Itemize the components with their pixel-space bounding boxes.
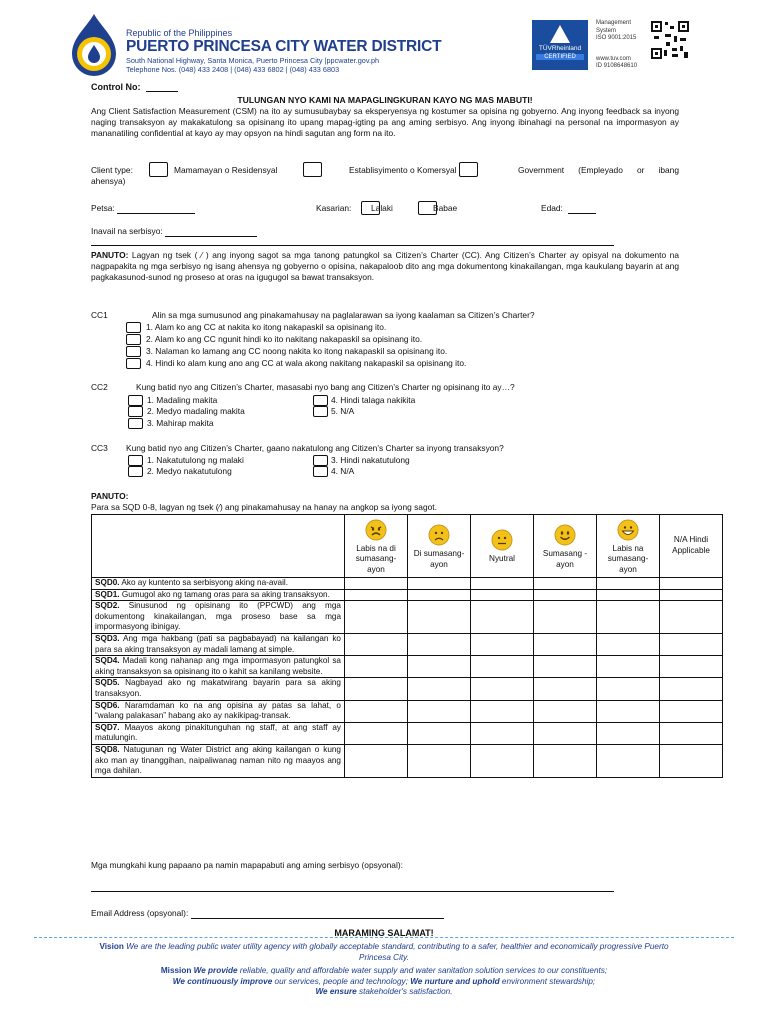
table-row: [92, 601, 723, 634]
intro-paragraph: Ang Client Satisfaction Measurement (CSM) na ito ay sumusubaybay sa eksperyensya ng kostumer sa opisina ng gobyerno. Ang inyong feedback sa inyong naging transaksyon ay makakatulong sa opisinang ito upang mapag-igting pa ang aming serbisyo. Ang inyong ibinahagi na personal na impormasyon ay mananatiling confidential at kayo ay may opsyon na hindi sagutan ang form na ito.: [91, 106, 679, 138]
sqd8-cell-1[interactable]: [345, 744, 408, 777]
sqd3-cell-1[interactable]: [345, 633, 408, 655]
header-not-applicable: N/A Hindi Applicable: [660, 515, 723, 578]
agency-name: PUERTO PRINCESA CITY WATER DISTRICT: [126, 38, 442, 55]
panuto-cc-label: PANUTO:: [91, 250, 129, 260]
table-row: [92, 700, 723, 722]
suggestion-label: Mga mungkahi kung papaano pa namin mapapabuti ang aming serbisyo (opsyonal):: [91, 860, 403, 870]
cert-url: www.tuv.com: [596, 55, 631, 62]
sqd0-cell-2[interactable]: [408, 578, 471, 590]
sqd8-code: SQD8.: [95, 744, 120, 754]
sqd7-cell-5[interactable]: [597, 722, 660, 744]
sqd4-code: SQD4.: [95, 656, 120, 666]
tuv-cert-badge: [532, 20, 588, 70]
cc1-option4-checkbox[interactable]: [126, 358, 141, 369]
sqd4-text: Madali kong nahanap ang mga impormasyon patungkol sa aking transaksyon sa opisinang ito o kahit sa kanilang website.: [95, 656, 341, 676]
control-no-field[interactable]: [146, 82, 178, 92]
cc2-option5: 5. N/A: [331, 406, 355, 416]
panuto-sqd-text: Para sa SQD 0-8, lagyan ng tsek (⁄) ang pinakamahusay na hanay na angkop sa iyong sagot.: [91, 502, 437, 512]
sqd4-cell-4[interactable]: [534, 656, 597, 678]
date-input[interactable]: [117, 204, 195, 214]
sqd4-cell-na[interactable]: [660, 656, 723, 678]
sqd4-cell-3[interactable]: [471, 656, 534, 678]
sqd6-cell-na[interactable]: [660, 700, 723, 722]
sqd1-cell-na[interactable]: [660, 589, 723, 601]
sqd2-cell-4[interactable]: [534, 601, 597, 634]
sqd5-cell-4[interactable]: [534, 678, 597, 700]
mission-label: Mission: [160, 966, 192, 975]
mission-bold-4: We ensure: [315, 987, 357, 996]
sqd5-cell-1[interactable]: [345, 678, 408, 700]
sqd3-cell-na[interactable]: [660, 633, 723, 655]
sqd3-cell-3[interactable]: [471, 633, 534, 655]
sqd5-cell-2[interactable]: [408, 678, 471, 700]
control-no-label: Control No:: [91, 82, 141, 92]
sqd8-cell-2[interactable]: [408, 744, 471, 777]
sqd6-cell-2[interactable]: [408, 700, 471, 722]
sqd0-cell-3[interactable]: [471, 578, 534, 590]
sqd-header-row: [92, 515, 723, 578]
table-row: [92, 633, 723, 655]
cert-line1: Management: [596, 20, 632, 26]
sqd5-cell-5[interactable]: [597, 678, 660, 700]
mission-bold-1: We provide: [193, 966, 238, 975]
mission-text-2: our services, people and technology;: [272, 976, 408, 986]
cc3-option1: 1. Nakatutulong ng malaki: [147, 455, 244, 465]
sqd8-cell-na[interactable]: [660, 744, 723, 777]
sqd2-code: SQD2.: [95, 601, 120, 611]
cc3-option4-checkbox[interactable]: [313, 466, 328, 477]
cc3-option3: 3. Hindi nakatutulong: [331, 455, 410, 465]
sqd6-cell-1[interactable]: [345, 700, 408, 722]
sqd6-cell-5[interactable]: [597, 700, 660, 722]
sex-label: Kasarian:: [316, 203, 352, 213]
sqd2-cell-5[interactable]: [597, 601, 660, 634]
table-row: [92, 722, 723, 744]
sqd6-cell-3[interactable]: [471, 700, 534, 722]
cc2-option1: 1. Madaling makita: [147, 395, 218, 405]
cc2-option3-checkbox[interactable]: [128, 418, 143, 429]
cc1-option1: 1. Alam ko ang CC at nakita ko itong nakapaskil sa opisinang ito.: [146, 322, 387, 332]
service-label: Inavail na serbisyo:: [91, 226, 163, 236]
header-strongly-agree: [597, 515, 660, 578]
cc1-question: Alin sa mga sumusunod ang pinakamahusay na paglalarawan sa iyong kaalaman sa Citizen’s Charter?: [152, 310, 535, 320]
table-row: [92, 578, 723, 590]
mission-bold-3: We nurture and uphold: [410, 976, 500, 986]
mission-bold-2: We continuously improve: [172, 976, 273, 986]
sqd8-text: Natugunan ng Water District ang aking kailangan o kung ako man ay tinanggihan, naipaliwanag naman nito ng maayos ang mga dahilan.: [95, 744, 341, 776]
mission-text-1: reliable, quality and affordable water supply and water sanitation solution services to our constituents;: [237, 966, 608, 975]
sqd7-cell-na[interactable]: [660, 722, 723, 744]
sqd8-cell-3[interactable]: [471, 744, 534, 777]
mission-block: [94, 966, 674, 998]
sqd3-code: SQD3.: [95, 633, 120, 643]
cc2-option2: 2. Medyo madaling makita: [147, 406, 245, 416]
email-input[interactable]: [191, 909, 444, 919]
header-strongly-disagree-label: Labis na di sumasang-ayon: [355, 543, 397, 574]
sqd8-cell-4[interactable]: [534, 744, 597, 777]
panuto-sqd-label: PANUTO:: [91, 491, 129, 501]
service-input[interactable]: [165, 227, 257, 237]
mission-text-4: stakeholder's satisfaction.: [356, 987, 453, 996]
sqd7-cell-2[interactable]: [408, 722, 471, 744]
control-no: [91, 82, 178, 92]
cc2-option4: 4. Hindi talaga nakikita: [331, 395, 416, 405]
cert-id: ID 9108648610: [596, 63, 638, 69]
table-row: [92, 589, 723, 601]
sqd1-text: Gumugol ako ng tamang oras para sa aking transaksyon.: [119, 589, 330, 599]
angry-face-icon: [365, 519, 387, 541]
sqd0-cell-na[interactable]: [660, 578, 723, 590]
suggestion-input[interactable]: [91, 891, 614, 892]
neutral-face-icon: [491, 529, 513, 551]
divider-line: [91, 245, 614, 246]
mission-text-3: environment stewardship;: [499, 976, 596, 986]
sqd7-cell-1[interactable]: [345, 722, 408, 744]
smile-face-icon: [554, 524, 576, 546]
vision-text: We are the leading public water utility agency with globally acceptable standard, contributing to a safer, healthier and economically progressive Puerto Princesa City.: [126, 942, 669, 962]
header-neutral: [471, 515, 534, 578]
form-title: TULUNGAN NYO KAMI NA MAPAGLINGKURAN KAYO NG MAS MABUTI!: [237, 95, 533, 105]
header-disagree-label: Di sumasang-ayon: [413, 548, 465, 569]
vision-label: Vision: [99, 942, 124, 951]
sqd-header-blank: [92, 515, 345, 578]
tuv-brand: TÜVRheinland: [538, 45, 582, 52]
cc1-option2: 2. Alam ko ang CC ngunit hindi ko ito nakitang nakapaskil sa opisinang ito.: [146, 334, 423, 344]
header-disagree: [408, 515, 471, 578]
client-type-commercial-label: Establisyimento o Komersyal: [349, 165, 457, 175]
sqd2-text: Sinusunod ng opisinang ito (PPCWD) ang mga dokumentong kinakailangan, mga proseso base sa mga impormasyong ibinigay.: [95, 601, 341, 632]
date-label: Petsa:: [91, 203, 115, 213]
agency-telephone: Telephone Nos. (048) 433 2408 | (048) 433 6802 | (048) 433 6803: [126, 65, 340, 74]
sex-female-label: Babae: [433, 203, 458, 213]
cc1-option2-checkbox[interactable]: [126, 334, 141, 345]
sqd5-code: SQD5.: [95, 678, 120, 688]
sqd0-code: SQD0.: [95, 578, 120, 587]
service-field: [91, 226, 257, 237]
agency-seal: [64, 12, 124, 78]
sqd2-cell-1[interactable]: [345, 601, 408, 634]
sqd-table: [91, 514, 723, 778]
sqd3-cell-5[interactable]: [597, 633, 660, 655]
cc2-code: CC2: [91, 382, 108, 392]
thank-you-text: MARAMING SALAMAT!: [334, 928, 434, 938]
sqd6-cell-4[interactable]: [534, 700, 597, 722]
cc3-question: Kung batid nyo ang Citizen’s Charter, gaano nakatulong ang Citizen’s Charter sa inyong transaksyon?: [126, 443, 504, 453]
cc3-code: CC3: [91, 443, 108, 453]
header-agree: [534, 515, 597, 578]
vision-block: [94, 942, 674, 963]
sqd6-code: SQD6.: [95, 700, 120, 710]
age-label: Edad:: [541, 203, 563, 213]
age-field: [541, 203, 596, 214]
header-strongly-disagree: [345, 515, 408, 578]
sad-face-icon: [428, 524, 450, 546]
qr-code: [650, 20, 690, 60]
header-neutral-label: Nyutral: [489, 554, 515, 564]
panuto-cc: [91, 250, 679, 283]
grin-face-icon: [617, 519, 639, 541]
email-label: Email Address (opsyonal):: [91, 908, 189, 918]
table-row: [92, 656, 723, 678]
sex-male-label: Lalaki: [371, 203, 393, 213]
sqd0-cell-1[interactable]: [345, 578, 408, 590]
sqd4-cell-2[interactable]: [408, 656, 471, 678]
age-input[interactable]: [568, 204, 596, 214]
sqd3-cell-2[interactable]: [408, 633, 471, 655]
sqd0-cell-5[interactable]: [597, 578, 660, 590]
cert-info: [596, 20, 637, 71]
cc1-option4: 4. Hindi ko alam kung ano ang CC at wala akong nakitang nakapaskil sa opisinang ito.: [146, 358, 467, 368]
cert-line2: System: [596, 27, 617, 34]
cc2-option1-checkbox[interactable]: [128, 395, 143, 406]
cc2-option4-checkbox[interactable]: [313, 395, 328, 406]
cc3-option1-checkbox[interactable]: [128, 455, 143, 466]
header-strongly-agree-label: Labis na sumasang-ayon: [607, 543, 649, 574]
sqd1-code: SQD1.: [95, 589, 120, 599]
sqd1-cell-5[interactable]: [597, 589, 660, 601]
cc1-option3-checkbox[interactable]: [126, 346, 141, 357]
sqd2-cell-3[interactable]: [471, 601, 534, 634]
cc2-option2-checkbox[interactable]: [128, 406, 143, 417]
sqd3-cell-4[interactable]: [534, 633, 597, 655]
sqd3-text: Ang mga hakbang (pati sa pagbabayad) na kailangan ko para sa aking transaksyon ay madali lamang at simple.: [95, 633, 341, 654]
sqd5-cell-na[interactable]: [660, 678, 723, 700]
sqd7-code: SQD7.: [95, 722, 120, 732]
sqd5-cell-3[interactable]: [471, 678, 534, 700]
sqd7-cell-3[interactable]: [471, 722, 534, 744]
cc2-option5-checkbox[interactable]: [313, 406, 328, 417]
sqd6-text: Naramdaman ko na ang opisina ay patas sa lahat, o “walang palakasan” habang ako ay nakikipag-transak.: [95, 700, 341, 721]
cc1-code: CC1: [91, 310, 108, 320]
sqd1-cell-1[interactable]: [345, 589, 408, 601]
sqd2-cell-2[interactable]: [408, 601, 471, 634]
cc3-option2: 2. Medyo nakatutulong: [147, 466, 232, 476]
agency-address: South National Highway, Santa Monica, Puerto Princesa City |ppcwater.gov.ph: [126, 56, 380, 65]
sqd1-cell-4[interactable]: [534, 589, 597, 601]
sqd0-cell-4[interactable]: [534, 578, 597, 590]
sqd8-cell-5[interactable]: [597, 744, 660, 777]
tuv-certified: CERTIFIED: [536, 54, 584, 60]
panuto-cc-text: Lagyan ng tsek ( ⁄ ) ang inyong sagot sa mga tanong patungkol sa Citizen’s Charter (CC). Ang Citizen’s Charter ay opisyal na dokumento na nagpapakita ng mga serbisyo ng isang ahensya ng gobyerno o opisina, nakapaloob dito ang mga dokumentong kinakailangan, mga kaukulang bayarin at ang pagkakasunod-sunod ng proseso at oras na igugugol sa bawat transaksyon.: [91, 250, 679, 282]
client-type-label: Client type:: [91, 165, 133, 175]
sqd7-text: Maayos akong pinakitunguhan ng staff, at ang staff ay matulungin.: [95, 722, 341, 743]
sqd0-text: Ako ay kuntento sa serbisyong aking na-avail.: [119, 578, 288, 587]
sqd1-cell-3[interactable]: [471, 589, 534, 601]
cert-line3: ISO 9001:2015: [596, 35, 637, 41]
cc3-option2-checkbox[interactable]: [128, 466, 143, 477]
client-type-government-label: Government (Empleyado or ibang ahensya): [91, 165, 679, 186]
cc1-option3: 3. Nalaman ko lamang ang CC noong nakita ko itong nakapaskil sa opisinang ito.: [146, 346, 448, 356]
email-field: [91, 908, 444, 919]
cc2-question: Kung batid nyo ang Citizen’s Charter, masasabi nyo bang ang Citizen’s Charter ng opisinang ito ay…?: [136, 382, 515, 392]
table-row: [92, 744, 723, 777]
cc2-option3: 3. Mahirap makita: [147, 418, 214, 428]
sqd2-cell-na[interactable]: [660, 601, 723, 634]
sqd4-cell-5[interactable]: [597, 656, 660, 678]
cc1-option1-checkbox[interactable]: [126, 322, 141, 333]
republic-label: Republic of the Philippines: [126, 28, 233, 38]
table-row: [92, 678, 723, 700]
date-field: [91, 203, 195, 214]
header-agree-label: Sumasang -ayon: [542, 548, 588, 569]
cc3-option4: 4. N/A: [331, 466, 355, 476]
cc3-option3-checkbox[interactable]: [313, 455, 328, 466]
sqd5-text: Nagbayad ako ng makatwirang bayarin para sa aking transaksyon.: [95, 678, 341, 698]
sqd7-cell-4[interactable]: [534, 722, 597, 744]
sqd4-cell-1[interactable]: [345, 656, 408, 678]
client-type-residential-label: Mamamayan o Residensyal: [174, 165, 278, 175]
sqd1-cell-2[interactable]: [408, 589, 471, 601]
